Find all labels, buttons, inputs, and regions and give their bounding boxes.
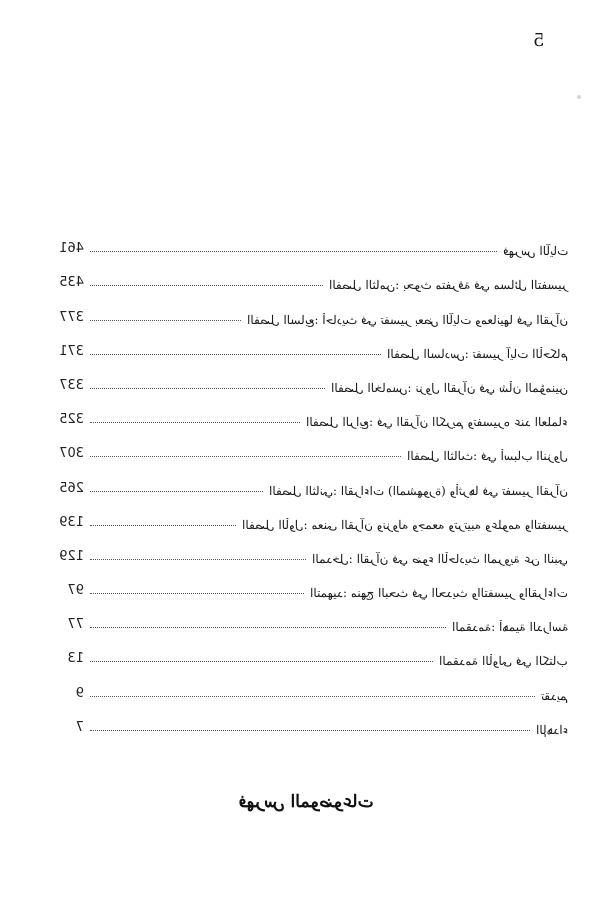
toc-title: الفصل الرابع: في القرآن الكريم وتفسيره عند العلماء — [306, 415, 568, 430]
toc-page-number: 7 — [75, 719, 84, 735]
toc-title: المقدمة الأولى في الكتاب — [439, 654, 568, 669]
toc-page-number: 139 — [59, 514, 84, 530]
toc-title: الفصل الثامن: بحوث متفرقة في مسائل التفسير — [328, 278, 568, 293]
toc-page-number: 337 — [59, 377, 84, 393]
toc-leader — [90, 660, 433, 662]
page-number: 5 — [533, 30, 545, 51]
toc-title: الفصل السادس: تفسير آيات الأحكام — [387, 346, 568, 361]
toc-leader — [90, 524, 236, 526]
toc-page-number: 461 — [59, 241, 84, 257]
toc-title: فهرس الآيات — [502, 244, 568, 259]
toc-page-number: 325 — [59, 412, 84, 428]
toc-leader — [90, 387, 325, 389]
toc-row[interactable] — [48, 365, 568, 399]
toc-title: الفصل الثالث: في أسباب النزول — [406, 449, 568, 464]
toc-leader — [90, 729, 530, 731]
toc-title: تقديم — [540, 688, 568, 703]
toc-page-number: 9 — [75, 685, 84, 701]
toc-leader — [90, 490, 263, 492]
toc-row[interactable] — [48, 399, 568, 433]
toc-row[interactable] — [48, 707, 568, 741]
toc-leader — [90, 284, 323, 286]
toc-heading: فهرس الموضوعات — [238, 792, 374, 812]
toc-title: الفصل السابع: أحاديث في تفسير بعض الآيات ومعانيها في القرآن — [246, 312, 568, 327]
toc-title: المقدمة: أهمية الدراسة — [451, 620, 568, 635]
toc-title: الفصل الخامس: نزول القرآن في شأن المؤمنين — [330, 380, 568, 395]
toc-title: الإهداء — [535, 722, 568, 737]
toc-page-number: 129 — [59, 548, 84, 564]
toc-title: التمهيد: منهج البحث في الحديث والتفسير والقراءات — [310, 586, 568, 601]
toc-row[interactable] — [48, 296, 568, 330]
scan-mark — [577, 95, 581, 99]
toc-row[interactable] — [48, 262, 568, 296]
toc-leader — [90, 592, 304, 594]
toc-row[interactable] — [48, 570, 568, 604]
table-of-contents — [48, 228, 568, 741]
toc-row[interactable] — [48, 502, 568, 536]
toc-leader — [90, 455, 401, 457]
toc-leader — [90, 319, 241, 321]
toc-row[interactable] — [48, 672, 568, 706]
toc-title: المدخل: القرآن في ضوء الأحاديث المروية عن النبي — [312, 551, 568, 566]
toc-leader — [90, 695, 535, 697]
toc-leader — [90, 250, 497, 252]
toc-row[interactable] — [48, 331, 568, 365]
toc-page-number: 435 — [59, 275, 84, 291]
toc-row[interactable] — [48, 467, 568, 501]
toc-leader — [90, 421, 300, 423]
toc-page-number: 13 — [67, 651, 84, 667]
toc-page-number: 377 — [59, 309, 84, 325]
toc-row[interactable] — [48, 604, 568, 638]
toc-title: الفصل الثاني: القراءات (المشهورة) وأثرها في تفسير القرآن — [268, 483, 568, 498]
toc-page-number: 265 — [59, 480, 84, 496]
toc-row[interactable] — [48, 433, 568, 467]
toc-leader — [90, 558, 306, 560]
toc-page-number: 77 — [67, 617, 84, 633]
toc-row[interactable] — [48, 228, 568, 262]
toc-page-number: 371 — [59, 343, 84, 359]
toc-leader — [90, 353, 381, 355]
toc-title: الفصل الأول: معنى القرآن ونزوله وجمعه وترتيبه وعلومه والتفسير — [241, 517, 568, 532]
toc-page-number: 307 — [59, 446, 84, 462]
toc-row[interactable] — [48, 638, 568, 672]
toc-row[interactable] — [48, 536, 568, 570]
toc-page-number: 97 — [67, 583, 84, 599]
toc-leader — [90, 626, 446, 628]
